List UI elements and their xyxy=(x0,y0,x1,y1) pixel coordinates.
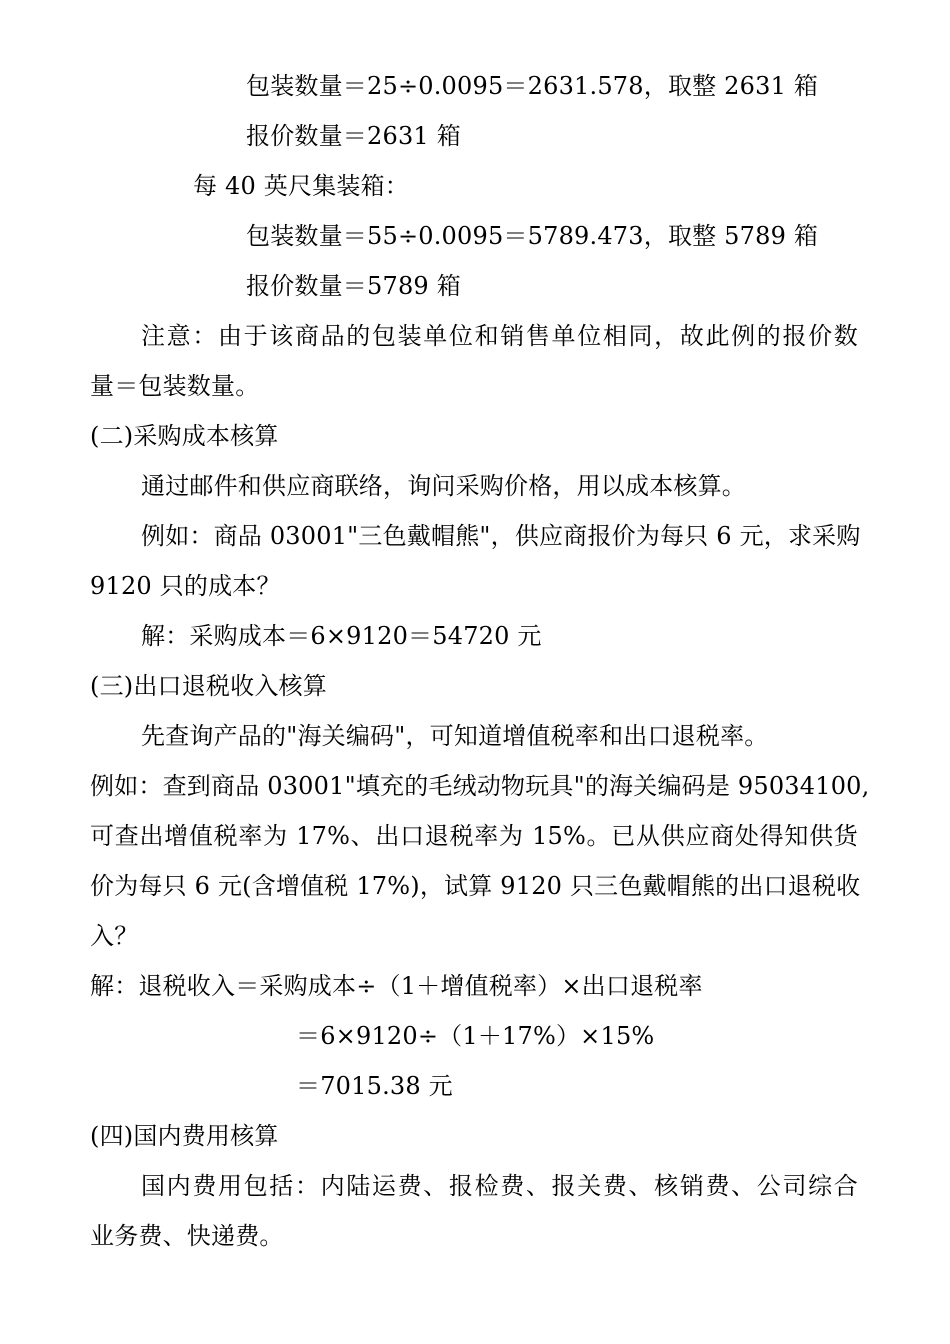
text-line: 通过邮件和供应商联络，询问采购价格，用以成本核算。 xyxy=(141,472,746,500)
text-line: 解：采购成本＝6×9120＝54720 元 xyxy=(141,622,542,650)
text-line: 价为每只 6 元(含增值税 17%)，试算 9120 只三色戴帽熊的出口退税收 xyxy=(90,872,861,900)
text-line: 可查出增值税率为 17%、出口退税率为 15%。已从供应商处得知供货 xyxy=(90,822,858,850)
text-line: 国内费用包括：内陆运费、报检费、报关费、核销费、公司综合 xyxy=(141,1172,858,1200)
text-line: 例如：商品 03001"三色戴帽熊"，供应商报价为每只 6 元，求采购 xyxy=(141,522,861,550)
text-line: 9120 只的成本？ xyxy=(90,572,281,600)
section-heading: (二)采购成本核算 xyxy=(90,422,279,450)
text-line: 例如：查到商品 03001"填充的毛绒动物玩具"的海关编码是 95034100, xyxy=(90,772,870,800)
text-line: 先查询产品的"海关编码"，可知道增值税率和出口退税率。 xyxy=(141,722,769,750)
text-line: 注意：由于该商品的包装单位和销售单位相同，故此例的报价数 xyxy=(141,322,858,350)
text-line: ＝6×9120÷（1＋17%）×15% xyxy=(296,1022,655,1050)
text-line: 每 40 英尺集装箱： xyxy=(193,172,409,200)
text-line: 报价数量＝5789 箱 xyxy=(246,272,461,300)
text-line: ＝7015.38 元 xyxy=(296,1072,453,1100)
section-heading: (四)国内费用核算 xyxy=(90,1122,279,1150)
section-heading: (三)出口退税收入核算 xyxy=(90,672,327,700)
text-line: 包装数量＝55÷0.0095＝5789.473，取整 5789 箱 xyxy=(246,222,819,250)
text-line: 业务费、快递费。 xyxy=(90,1222,284,1250)
text-line: 解：退税收入＝采购成本÷（1＋增值税率）×出口退税率 xyxy=(90,972,703,1000)
text-line: 包装数量＝25÷0.0095＝2631.578，取整 2631 箱 xyxy=(246,72,819,100)
text-line: 入？ xyxy=(90,922,139,950)
text-line: 量＝包装数量。 xyxy=(90,372,260,400)
text-line: 报价数量＝2631 箱 xyxy=(246,122,461,150)
